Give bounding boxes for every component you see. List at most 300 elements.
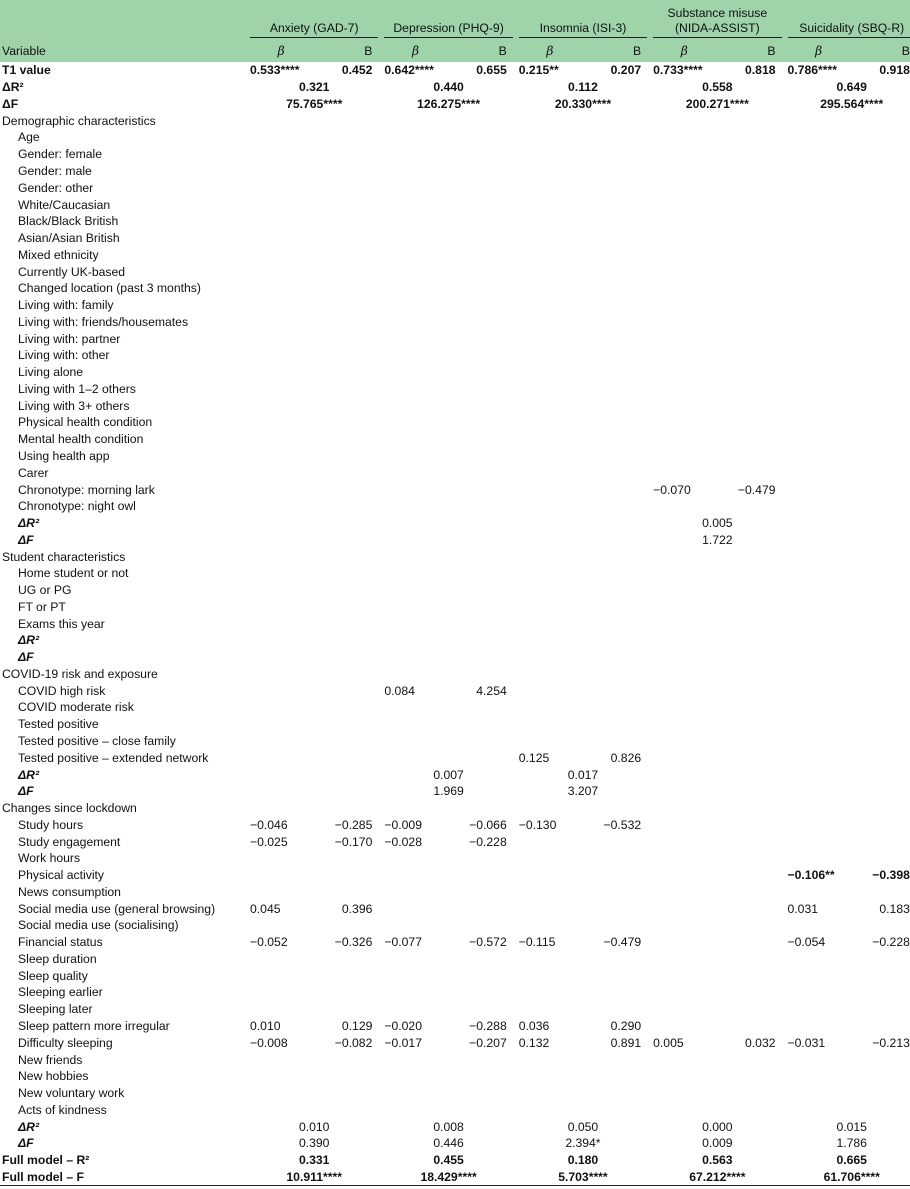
table-row	[0, 129, 910, 146]
b-value	[583, 263, 649, 280]
beta-value	[651, 984, 717, 1001]
beta-value	[651, 246, 717, 263]
b-value	[717, 179, 783, 196]
b-value	[852, 481, 910, 498]
merged-value: 10.911****	[248, 1169, 380, 1186]
beta-value	[517, 850, 583, 867]
b-value	[852, 196, 910, 213]
b-value: 0.826	[610, 750, 642, 765]
b-value	[717, 146, 783, 163]
row-label: Physical health condition	[18, 415, 153, 430]
row-label: New voluntary work	[18, 1086, 125, 1101]
b-value	[314, 330, 380, 347]
b-value	[314, 615, 380, 632]
row-label: Tested positive – extended network	[18, 750, 209, 765]
beta-value	[248, 129, 314, 146]
b-value	[717, 246, 783, 263]
beta-value	[248, 297, 314, 314]
table-row	[0, 1152, 910, 1169]
b-value	[852, 1001, 910, 1018]
beta-value	[382, 582, 448, 599]
beta-value	[651, 179, 717, 196]
b-value	[314, 649, 380, 666]
table-row	[0, 917, 910, 934]
beta-value	[248, 431, 314, 448]
beta-value	[786, 917, 852, 934]
b-value	[583, 230, 649, 247]
row-label: Gender: male	[18, 163, 92, 178]
b-value	[717, 381, 783, 398]
beta-value	[651, 833, 717, 850]
b-value	[852, 297, 910, 314]
row-label: Tested positive – close family	[18, 734, 176, 748]
table-row	[0, 96, 910, 113]
b-value	[583, 867, 649, 884]
merged-value: 0.180	[567, 1153, 599, 1168]
b-value	[449, 900, 515, 917]
b-value	[583, 850, 649, 867]
beta-value	[517, 682, 583, 699]
b-value	[852, 1085, 910, 1102]
row-label: ΔF	[18, 532, 34, 547]
beta-value	[786, 1085, 852, 1102]
beta-value	[651, 297, 717, 314]
b-value	[583, 397, 649, 414]
beta-value	[517, 1101, 583, 1118]
b-value	[852, 800, 910, 817]
beta-value	[786, 263, 852, 280]
beta-value	[248, 364, 314, 381]
b-value	[583, 381, 649, 398]
b-value	[583, 414, 649, 431]
beta-value	[786, 599, 852, 616]
row-label: ΔR²	[2, 80, 24, 95]
b-value	[314, 481, 380, 498]
merged-value: 0.390	[298, 1136, 330, 1151]
b-value	[717, 213, 783, 230]
b-value	[449, 1001, 515, 1018]
b-value	[314, 431, 380, 448]
b-value	[314, 632, 380, 649]
b-value	[314, 112, 380, 129]
b-value	[449, 649, 515, 666]
merged-value: 5.703****	[517, 1169, 649, 1186]
beta-value	[517, 179, 583, 196]
b-value	[583, 800, 649, 817]
b-value	[583, 347, 649, 364]
row-label: Difficulty sleeping	[18, 1035, 113, 1050]
b-value	[583, 666, 649, 683]
beta-value	[382, 1001, 448, 1018]
table-row	[0, 230, 910, 247]
beta-value	[786, 800, 852, 817]
merged-value: 0.455	[433, 1153, 464, 1168]
b-value	[449, 297, 515, 314]
b-value	[314, 1001, 380, 1018]
beta-value	[651, 565, 717, 582]
table-row	[0, 900, 910, 917]
beta-value	[786, 196, 852, 213]
beta-value	[786, 951, 852, 968]
b-value	[314, 733, 380, 750]
beta-value	[248, 565, 314, 582]
beta-value	[517, 1051, 583, 1068]
beta-value	[517, 984, 583, 1001]
b-value	[583, 565, 649, 582]
beta-value	[651, 749, 717, 766]
row-label: New hobbies	[18, 1069, 89, 1084]
b-value	[717, 112, 783, 129]
merged-value: 67.212****	[651, 1169, 783, 1186]
b-value	[852, 967, 910, 984]
b-value	[583, 431, 649, 448]
beta-value	[651, 884, 717, 901]
merged-value	[786, 783, 910, 800]
beta-value	[382, 364, 448, 381]
b-value	[314, 163, 380, 180]
beta-value	[651, 917, 717, 934]
row-label: Chronotype: night owl	[18, 499, 136, 514]
merged-value	[382, 515, 514, 532]
table-row	[0, 800, 910, 817]
beta-value	[382, 129, 448, 146]
row-label: COVID-19 risk and exposure	[2, 666, 158, 681]
beta-header: β	[517, 39, 583, 62]
beta-value	[651, 381, 717, 398]
b-value	[852, 716, 910, 733]
b-value: 0.290	[610, 1019, 642, 1034]
beta-value	[651, 431, 717, 448]
row-label: ΔF	[18, 784, 34, 799]
beta-value	[248, 850, 314, 867]
table-row	[0, 850, 910, 867]
table-row	[0, 448, 910, 465]
table-row	[0, 934, 910, 951]
b-value	[449, 967, 515, 984]
b-value	[852, 816, 910, 833]
beta-value	[651, 196, 717, 213]
beta-value	[382, 163, 448, 180]
beta-value	[517, 1085, 583, 1102]
beta-value	[248, 498, 314, 515]
beta-value	[248, 146, 314, 163]
beta-value	[786, 666, 852, 683]
merged-value: 0.440	[433, 80, 464, 95]
table-row	[0, 699, 910, 716]
beta-value	[382, 800, 448, 817]
table-row	[0, 1068, 910, 1085]
beta-value	[651, 548, 717, 565]
b-value	[717, 280, 783, 297]
beta-value	[517, 330, 583, 347]
beta-value	[248, 951, 314, 968]
row-label: Physical activity	[18, 868, 105, 883]
table-row	[0, 481, 910, 498]
beta-value: 0.533****	[250, 63, 300, 78]
row-label: ΔF	[18, 1136, 34, 1151]
beta-value	[382, 1051, 448, 1068]
beta-value	[382, 666, 448, 683]
beta-value	[651, 615, 717, 632]
row-label: Living alone	[18, 365, 84, 380]
b-value	[449, 313, 515, 330]
beta-value	[786, 816, 852, 833]
beta-value	[382, 649, 448, 666]
b-value	[852, 582, 910, 599]
table-row	[0, 213, 910, 230]
beta-value: 0.132	[518, 1035, 550, 1050]
b-value	[583, 599, 649, 616]
row-label: Gender: female	[18, 147, 103, 162]
beta-value	[382, 213, 448, 230]
merged-value: 0.563	[702, 1153, 733, 1168]
b-value	[314, 582, 380, 599]
b-value	[583, 951, 649, 968]
b-value: 0.129	[341, 1019, 373, 1034]
b-value	[717, 800, 783, 817]
beta-value	[786, 364, 852, 381]
row-label: Social media use (socialising)	[18, 918, 179, 933]
beta-value	[517, 666, 583, 683]
beta-value	[382, 498, 448, 515]
beta-value	[382, 1085, 448, 1102]
b-value	[717, 129, 783, 146]
b-value	[314, 850, 380, 867]
b-value	[583, 1051, 649, 1068]
b-value	[717, 1101, 783, 1118]
b-value	[314, 381, 380, 398]
b-value	[449, 749, 515, 766]
table-row	[0, 347, 910, 364]
beta-value	[651, 213, 717, 230]
b-value	[583, 448, 649, 465]
beta-value: −0.028	[384, 834, 422, 849]
b-value	[717, 984, 783, 1001]
b-value	[852, 414, 910, 431]
table-row	[0, 297, 910, 314]
b-value	[583, 733, 649, 750]
table-row	[0, 1135, 910, 1152]
variable-header: Variable	[0, 39, 248, 62]
b-value	[314, 884, 380, 901]
beta-value	[382, 615, 448, 632]
b-value	[314, 196, 380, 213]
row-label: ΔR²	[18, 1119, 40, 1134]
row-label: New friends	[18, 1052, 83, 1067]
b-header: B	[583, 39, 649, 62]
beta-value	[651, 1001, 717, 1018]
beta-value	[786, 649, 852, 666]
row-label: Living with: other	[18, 348, 110, 363]
table-row	[0, 548, 910, 565]
b-value	[314, 230, 380, 247]
beta-value	[786, 967, 852, 984]
beta-value	[786, 1101, 852, 1118]
beta-value	[651, 800, 717, 817]
beta-value	[517, 364, 583, 381]
beta-value: −0.106**	[787, 868, 835, 883]
b-value	[717, 364, 783, 381]
beta-value	[517, 649, 583, 666]
beta-value	[786, 414, 852, 431]
beta-value	[651, 364, 717, 381]
beta-value	[786, 163, 852, 180]
beta-value	[651, 230, 717, 247]
b-value	[314, 246, 380, 263]
row-label: ΔF	[2, 96, 19, 111]
b-value	[717, 632, 783, 649]
b-value	[717, 749, 783, 766]
beta-value	[651, 313, 717, 330]
beta-value	[517, 548, 583, 565]
beta-value	[517, 800, 583, 817]
beta-value	[382, 179, 448, 196]
merged-value: 2.394*	[565, 1136, 601, 1151]
table-row	[0, 263, 910, 280]
beta-value: 0.010	[250, 1019, 281, 1034]
beta-value	[517, 414, 583, 431]
row-label: Sleeping later	[18, 1002, 93, 1017]
b-value	[852, 699, 910, 716]
b-value	[852, 347, 910, 364]
beta-value	[786, 179, 852, 196]
b-value	[852, 280, 910, 297]
b-value	[314, 565, 380, 582]
table-row	[0, 179, 910, 196]
b-value	[852, 263, 910, 280]
beta-value	[651, 867, 717, 884]
beta-value	[382, 951, 448, 968]
table-row	[0, 163, 910, 180]
merged-value	[651, 783, 783, 800]
beta-value: −0.115	[518, 935, 556, 950]
b-value	[314, 414, 380, 431]
beta-value	[786, 733, 852, 750]
table-row	[0, 749, 910, 766]
group-header-substance: Substance misuse (NIDA-ASSIST)	[651, 0, 783, 39]
table-row	[0, 783, 910, 800]
b-value	[852, 1101, 910, 1118]
beta-value	[517, 1001, 583, 1018]
merged-value	[786, 515, 910, 532]
row-label: Using health app	[18, 448, 110, 463]
merged-value: 126.275****	[417, 96, 481, 111]
row-label: Full model – R²	[2, 1153, 90, 1168]
beta-value	[786, 565, 852, 582]
table-row	[0, 649, 910, 666]
b-value	[449, 1051, 515, 1068]
row-label: Changed location (past 3 months)	[18, 281, 201, 296]
b-value: −0.532	[603, 817, 642, 832]
beta-value	[248, 716, 314, 733]
beta-value	[651, 716, 717, 733]
beta-value: 0.642****	[384, 63, 434, 78]
b-value: 4.254	[476, 683, 507, 698]
merged-value: 200.271****	[685, 96, 749, 111]
merged-value	[382, 531, 514, 548]
beta-value	[248, 884, 314, 901]
beta-value	[517, 967, 583, 984]
beta-value	[382, 565, 448, 582]
table-row	[0, 1169, 910, 1186]
beta-value	[517, 129, 583, 146]
table-row	[0, 984, 910, 1001]
b-value	[852, 364, 910, 381]
b-header: B	[717, 39, 783, 62]
beta-value	[517, 347, 583, 364]
beta-value	[651, 582, 717, 599]
b-value	[717, 230, 783, 247]
beta-value	[382, 431, 448, 448]
b-value	[852, 146, 910, 163]
row-label: Carer	[18, 465, 49, 480]
b-value	[852, 632, 910, 649]
beta-value	[382, 448, 448, 465]
b-value	[314, 699, 380, 716]
b-value	[717, 666, 783, 683]
header-row-groups	[0, 0, 910, 39]
merged-value: 0.649	[836, 80, 867, 95]
b-value	[852, 448, 910, 465]
beta-value	[517, 381, 583, 398]
beta-value	[517, 448, 583, 465]
beta-value	[651, 816, 717, 833]
merged-value: 1.722	[702, 532, 733, 547]
beta-value	[517, 582, 583, 599]
beta-value	[248, 280, 314, 297]
beta-value	[382, 749, 448, 766]
b-value	[852, 313, 910, 330]
b-value	[449, 397, 515, 414]
b-value	[852, 951, 910, 968]
b-value	[314, 280, 380, 297]
row-label: Age	[18, 130, 40, 145]
beta-value	[517, 599, 583, 616]
b-value	[449, 414, 515, 431]
b-value	[583, 649, 649, 666]
beta-value	[382, 246, 448, 263]
row-label: Student characteristics	[2, 549, 126, 564]
beta-value	[382, 917, 448, 934]
beta-value	[248, 967, 314, 984]
beta-value	[786, 146, 852, 163]
beta-value	[248, 330, 314, 347]
b-value	[717, 917, 783, 934]
row-label: Mixed ethnicity	[18, 247, 99, 262]
merged-value: 0.000	[702, 1119, 733, 1134]
merged-value	[248, 515, 380, 532]
beta-value	[517, 263, 583, 280]
b-value	[449, 884, 515, 901]
beta-value	[786, 749, 852, 766]
beta-value	[651, 146, 717, 163]
beta-value	[248, 599, 314, 616]
b-value	[717, 1001, 783, 1018]
b-value	[717, 464, 783, 481]
table-row	[0, 884, 910, 901]
beta-value	[248, 867, 314, 884]
b-value	[583, 632, 649, 649]
table-row	[0, 330, 910, 347]
beta-value	[248, 1051, 314, 1068]
group-header-suicidality: Suicidality (SBQ-R)	[786, 0, 910, 39]
b-value	[852, 615, 910, 632]
b-value	[583, 179, 649, 196]
merged-value: 0.010	[298, 1119, 330, 1134]
beta-value	[248, 548, 314, 565]
beta-value	[382, 313, 448, 330]
beta-value	[786, 431, 852, 448]
